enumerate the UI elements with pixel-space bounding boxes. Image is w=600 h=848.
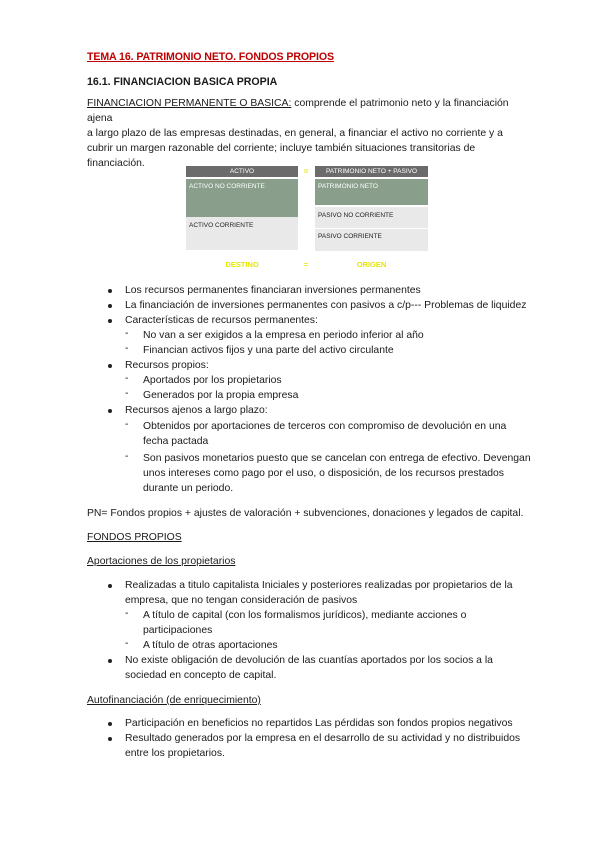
page-title: TEMA 16. PATRIMONIO NETO. FONDOS PROPIOS [87,51,334,63]
list-item: Son pasivos monetarios puesto que se cancelan con entrega de efectivo. Devengan [143,453,531,464]
dash-marker: - [125,419,129,430]
intro-line-1: comprende el patrimonio neto y la financiación ajena [87,98,509,124]
activo-no-corriente-label: ACTIVO NO CORRIENTE [189,183,265,190]
list-item: Financian activos fijos y una parte del activo circulante [143,345,394,356]
list-item: Generados por la propia empresa [143,390,299,401]
list-item-cont: participaciones [143,625,213,636]
dash-marker: - [125,608,129,619]
list-item: Aportados por los propietarios [143,375,282,386]
pasivo-no-corriente-label: PASIVO NO CORRIENTE [318,212,394,219]
pasivo-no-corriente-cell [315,206,428,228]
list-item: No existe obligación de devolución de las cuantías aportados por los socios a la [125,655,493,666]
list-item: A título de capital (con los formalismos jurídicos), mediante acciones o [143,610,467,621]
intro-term: FINANCIACION PERMANENTE O BASICA: [87,98,292,109]
aportaciones-list [108,578,548,688]
list-item: Resultado generados por la empresa en el desarrollo de su actividad y no distribuidos [125,733,521,744]
list-item: Recursos propios: [125,360,209,371]
list-item: Características de recursos permanentes: [125,315,318,326]
list-item-cont: entre los propietarios. [125,748,225,759]
pasivo-corriente-label: PASIVO CORRIENTE [318,233,382,240]
bullet-dot [108,584,112,588]
dash-marker: - [125,343,129,354]
bullet-dot [108,737,112,741]
activo-corriente-cell [186,217,298,250]
pn-formula: PN= Fondos propios + ajustes de valoración + subvenciones, donaciones y legados de capital. [87,508,524,519]
list-item-cont: unos intereses como pago por el uso, o disposición, de los recursos prestados [143,468,504,479]
aportaciones-heading: Aportaciones de los propietarios [87,556,236,567]
list-item: Participación en beneficios no repartidos Las pérdidas son fondos propios negativos [125,718,513,729]
destino-label: DESTINO [225,260,259,269]
equals-sign-2: = [303,260,309,269]
dash-marker: - [125,388,129,399]
list-item-cont: fecha pactada [143,436,209,447]
intro-line-3: cubrir un margen razonable del corriente; incluye también situaciones transitorias de [87,143,476,154]
list-item: Obtenidos por aportaciones de terceros con compromiso de devolución en una [143,421,507,432]
fondos-propios-heading: FONDOS PROPIOS [87,532,182,543]
bullet-dot [108,304,112,308]
list-item-cont: durante un periodo. [143,483,234,494]
bullet-dot [108,409,112,413]
origen-label: ORIGEN [356,260,387,269]
pn-pasivo-header: PATRIMONIO NETO + PASIVO [315,166,428,177]
bullet-dot [108,319,112,323]
list-item: A título de otras aportaciones [143,640,278,651]
dash-marker: - [125,638,129,649]
list-item: Recursos ajenos a largo plazo: [125,405,268,416]
autofinanciacion-heading: Autofinanciación (de enriquecimiento) [87,695,261,706]
activo-header: ACTIVO [186,166,298,177]
section-heading: 16.1. FINANCIACION BASICA PROPIA [87,76,278,88]
bullet-dot [108,722,112,726]
pasivo-corriente-cell [315,228,428,251]
list-item: No van a ser exigidos a la empresa en periodo inferior al año [143,330,424,341]
autofinanciacion-list [108,716,548,766]
patrimonio-neto-label: PATRIMONIO NETO [318,183,378,190]
equals-sign: = [303,167,309,176]
dash-marker: - [125,373,129,384]
list-item-cont: empresa, que no tengan consideración de pasivos [125,595,358,606]
dash-marker: - [125,451,129,462]
list-item: La financiación de inversiones permanentes con pasivos a c/p--- Problemas de liquidez [125,300,527,311]
bullet-dot [108,659,112,663]
activo-no-corriente-cell [186,179,298,217]
bullet-dot [108,289,112,293]
dash-marker: - [125,328,129,339]
balance-diagram [186,166,430,276]
patrimonio-neto-cell [315,179,428,205]
list-item: Realizadas a titulo capitalista Iniciales y posteriores realizadas por propietarios de la [125,580,513,591]
bullet-dot [108,364,112,368]
bullet-list-1 [108,283,548,498]
intro-paragraph [87,96,527,171]
list-item: Los recursos permanentes financiaran inversiones permanentes [125,285,421,296]
list-item-cont: sociedad en concepto de capital. [125,670,277,681]
intro-line-4: financiación. [87,158,145,169]
intro-line-2: a largo plazo de las empresas destinadas, en general, a financiar el activo no corriente y a [87,128,503,139]
activo-corriente-label: ACTIVO CORRIENTE [189,222,254,229]
